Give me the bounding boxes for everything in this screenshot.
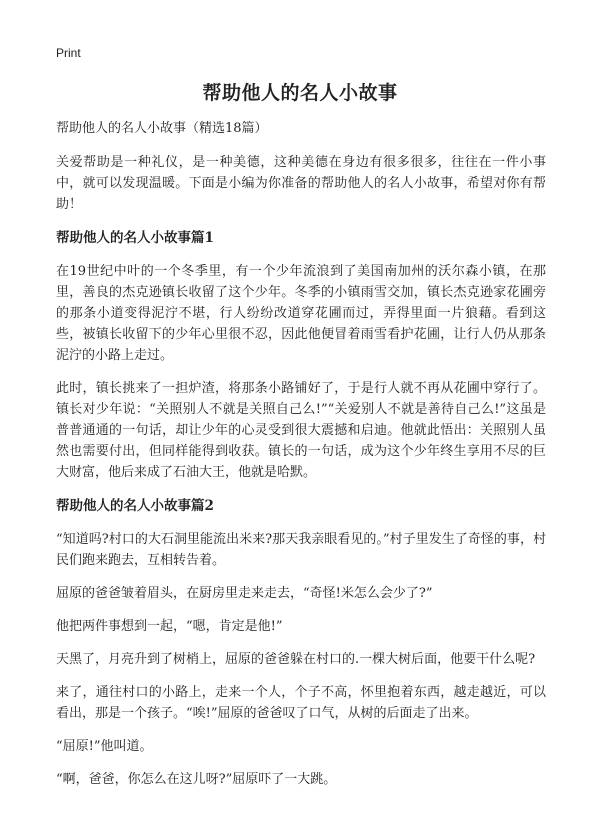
section-heading-1: 帮助他人的名人小故事篇1 <box>56 230 214 246</box>
section-heading-2: 帮助他人的名人小故事篇2 <box>56 498 214 514</box>
section2-paragraph-6: “屈原!”他叫道。 <box>56 739 153 754</box>
article-subtitle: 帮助他人的名人小故事（精选18篇） <box>56 121 268 136</box>
article-body <box>56 118 546 790</box>
page-title: 帮助他人的名人小故事 <box>202 82 398 104</box>
intro-paragraph: 关爱帮助是一种礼仪，是一种美德，这种美德在身边有很多很多，往往在一件小事中，就可以发现温暖。下面是小编为你准备的帮助他人的名人小故事，希望对你有帮助！ <box>56 155 546 212</box>
section2-paragraph-5: 来了，通往村口的小路上，走来一个人，个子不高，怀里抱着东西，越走越近，可以看出，那是一个孩子。“唉!”屈原的爸爸叹了口气，从树的后面走了出来。 <box>56 685 546 721</box>
section2-paragraph-2: 屈原的爸爸皱着眉头，在厨房里走来走去，“奇怪!米怎么会少了?” <box>56 586 433 601</box>
section2-paragraph-7: “啊，爸爸，你怎么在这儿呀?”屈原吓了一大跳。 <box>56 772 337 787</box>
section1-paragraph-2: 此时，镇长挑来了一担炉渣，将那条小路铺好了，于是行人就不再从花圃中穿行了。镇长对少年说：“关照别人不就是关照自己么!”“关爱别人不就是善待自己么!”这虽是普普通通的一句话，却让少年的心灵受到很大震撼和启迪。他就此悟出：关照别人虽然也需要付出，但同样能得到收获。镇长的一句话，成为这个少年终生享用不尽的巨大财富，他后来成了石油大王，他就是哈默。 <box>56 381 546 480</box>
print-link[interactable]: Print <box>56 46 81 60</box>
section2-paragraph-3: 他把两件事想到一起，“嗯，肯定是他!” <box>56 619 283 634</box>
section1-paragraph-1: 在19世纪中叶的一个冬季里，有一个少年流浪到了美国南加州的沃尔森小镇，在那里，善良的杰克逊镇长收留了这个少年。冬季的小镇雨雪交加，镇长杰克逊家花圃旁的那条小道变得泥泞不堪，行人纷纷改道穿花圃而过，弄得里面一片狼藉。看到这些，被镇长收留下的少年心里很不忍，因此他便冒着雨雪看护花圃，让行人仍从那条泥泞的小路上走过。 <box>56 264 546 363</box>
section2-paragraph-4: 天黑了，月亮升到了树梢上，屈原的爸爸躲在村口的.一棵大树后面，他要干什么呢? <box>56 652 536 667</box>
section2-paragraph-1: “知道吗?村口的大石洞里能流出米来?那天我亲眼看见的。”村子里发生了奇怪的事，村民们跑来跑去，互相转告着。 <box>56 532 546 568</box>
